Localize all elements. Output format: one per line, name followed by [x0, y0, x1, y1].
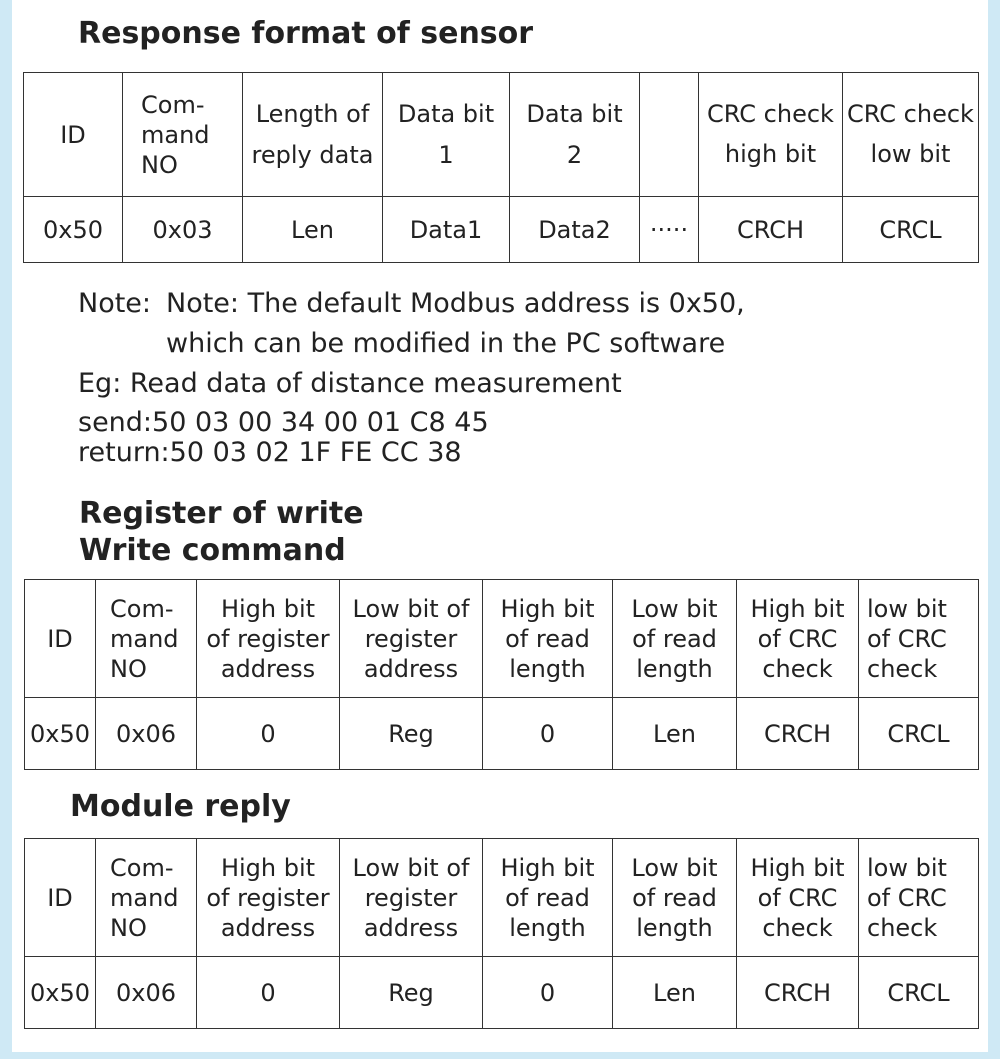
header-cell: [640, 73, 699, 197]
write-section-title: Register of write: [79, 496, 364, 531]
response-value-row: [24, 197, 979, 263]
value-cell: 0x03: [123, 197, 243, 263]
header-cell: High bit of CRC check: [737, 839, 859, 957]
send-command: send:50 03 00 34 00 01 C8 45: [78, 407, 489, 438]
value-cell: Reg: [340, 698, 483, 770]
value-cell: Data1: [383, 197, 510, 263]
value-cell: Len: [613, 698, 737, 770]
header-cell: Com- mand NO: [123, 73, 243, 197]
header-cell: Length of reply data: [243, 73, 383, 197]
document-page: [12, 0, 988, 1052]
note-prefix: Note:: [78, 288, 152, 319]
header-cell: High bit of read length: [483, 839, 613, 957]
header-cell: High bit of register address: [197, 839, 340, 957]
value-cell: CRCH: [737, 698, 859, 770]
value-cell: ·····: [640, 197, 699, 263]
reply-table: [24, 838, 979, 1029]
header-cell: High bit of CRC check: [737, 580, 859, 698]
value-cell: 0x50: [25, 957, 96, 1029]
header-cell: High bit of read length: [483, 580, 613, 698]
value-cell: 0: [197, 957, 340, 1029]
example-line: Eg: Read data of distance measurement: [78, 368, 622, 399]
note-line-1: Note: The default Modbus address is 0x50,: [166, 288, 745, 319]
value-cell: CRCH: [737, 957, 859, 1029]
value-cell: 0: [483, 957, 613, 1029]
value-cell: CRCH: [699, 197, 843, 263]
header-cell: ID: [25, 839, 96, 957]
reply-value-row: [25, 957, 979, 1029]
header-cell: Low bit of read length: [613, 839, 737, 957]
write-header-row: [25, 580, 979, 698]
write-table: [24, 579, 979, 770]
header-cell: Com- mand NO: [96, 580, 197, 698]
note-line-2: which can be modified in the PC software: [166, 328, 726, 359]
response-title: Response format of sensor: [78, 16, 534, 51]
header-cell: low bit of CRC check: [859, 839, 979, 957]
header-cell: CRC check low bit: [843, 73, 979, 197]
header-cell: Low bit of register address: [340, 839, 483, 957]
header-cell: CRC check high bit: [699, 73, 843, 197]
value-cell: 0x50: [25, 698, 96, 770]
value-cell: CRCL: [843, 197, 979, 263]
value-cell: 0x06: [96, 957, 197, 1029]
header-cell: Low bit of register address: [340, 580, 483, 698]
response-table: [23, 72, 979, 263]
header-cell: Low bit of read length: [613, 580, 737, 698]
return-command: return:50 03 02 1F FE CC 38: [78, 437, 462, 468]
reply-title: Module reply: [70, 789, 291, 824]
response-header-row: [24, 73, 979, 197]
value-cell: 0x50: [24, 197, 123, 263]
value-cell: CRCL: [859, 957, 979, 1029]
value-cell: 0: [197, 698, 340, 770]
header-cell: Com- mand NO: [96, 839, 197, 957]
value-cell: 0x06: [96, 698, 197, 770]
header-cell: Data bit 1: [383, 73, 510, 197]
header-cell: ID: [25, 580, 96, 698]
reply-header-row: [25, 839, 979, 957]
header-cell: ID: [24, 73, 123, 197]
write-value-row: [25, 698, 979, 770]
header-cell: Data bit 2: [510, 73, 640, 197]
header-cell: High bit of register address: [197, 580, 340, 698]
write-title: Write command: [79, 533, 346, 568]
value-cell: Reg: [340, 957, 483, 1029]
value-cell: CRCL: [859, 698, 979, 770]
value-cell: 0: [483, 698, 613, 770]
value-cell: Data2: [510, 197, 640, 263]
header-cell: low bit of CRC check: [859, 580, 979, 698]
value-cell: Len: [243, 197, 383, 263]
value-cell: Len: [613, 957, 737, 1029]
